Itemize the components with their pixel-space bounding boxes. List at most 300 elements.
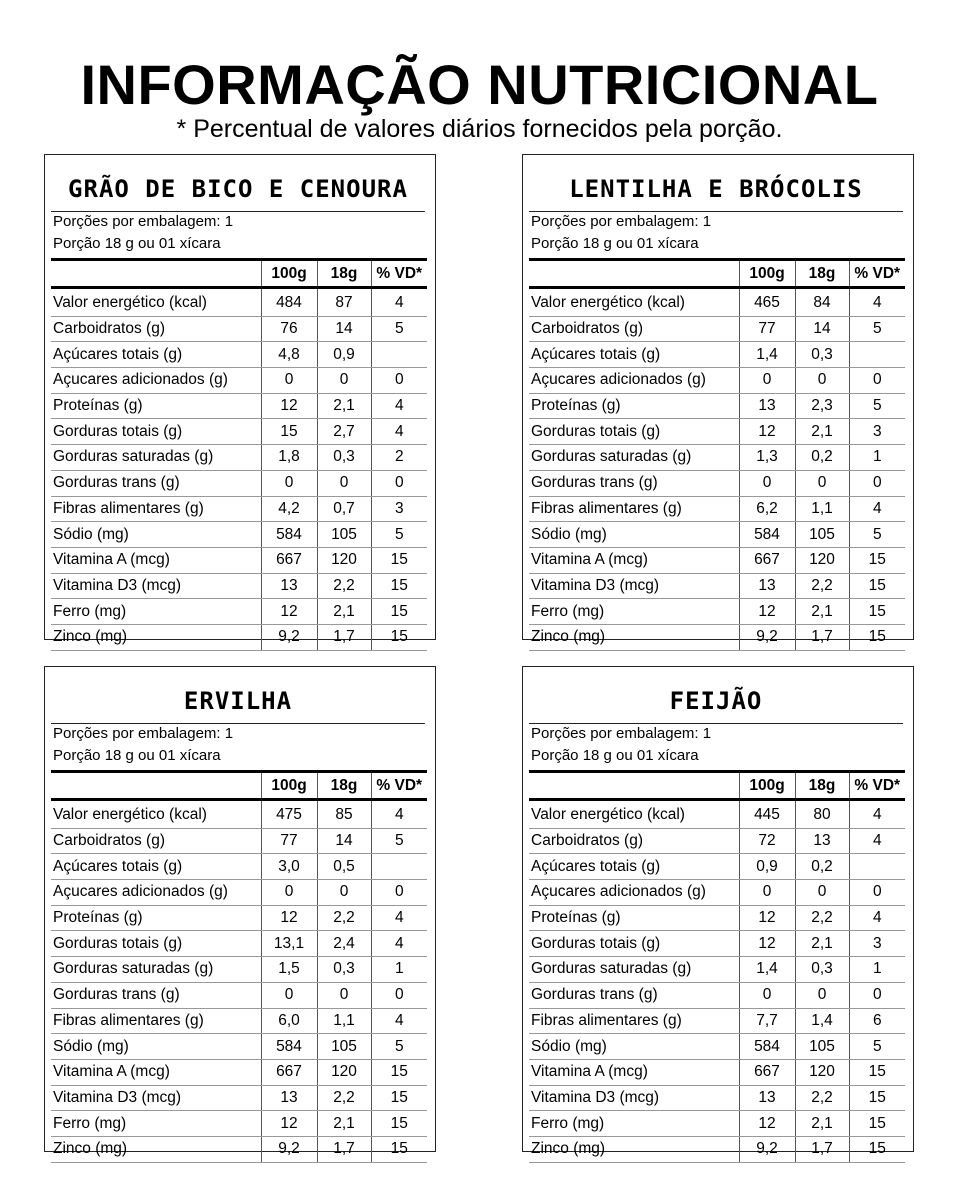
table-row bbox=[51, 547, 427, 573]
table-row bbox=[51, 470, 427, 496]
table-row bbox=[529, 1085, 905, 1111]
nutrient-label: Carboidratos (g) bbox=[51, 828, 261, 854]
nutrient-value: 3 bbox=[849, 419, 905, 445]
nutrient-value: 2,2 bbox=[795, 1085, 849, 1111]
nutrient-value: 9,2 bbox=[739, 1136, 795, 1162]
table-row bbox=[51, 982, 427, 1008]
nutrient-value: 0 bbox=[317, 368, 371, 394]
table-row bbox=[51, 828, 427, 854]
nutrient-value: 1 bbox=[371, 957, 427, 983]
nutrient-label: Fibras alimentares (g) bbox=[529, 1008, 739, 1034]
table-row bbox=[51, 800, 427, 829]
nutrient-value: 5 bbox=[371, 316, 427, 342]
table-row bbox=[51, 342, 427, 368]
column-header bbox=[51, 772, 261, 800]
nutrient-value: 2,1 bbox=[795, 931, 849, 957]
nutrient-value: 2 bbox=[371, 445, 427, 471]
table-header-row bbox=[51, 772, 427, 800]
nutrient-value: 584 bbox=[261, 522, 317, 548]
nutrient-value: 5 bbox=[849, 393, 905, 419]
nutrient-value: 667 bbox=[261, 1059, 317, 1085]
nutrient-label: Sódio (mg) bbox=[529, 1034, 739, 1060]
nutrient-value: 12 bbox=[739, 1111, 795, 1137]
nutrient-label: Gorduras saturadas (g) bbox=[529, 445, 739, 471]
table-row bbox=[529, 854, 905, 880]
nutrient-value: 1,4 bbox=[739, 342, 795, 368]
column-header: % VD* bbox=[371, 772, 427, 800]
nutrient-label: Açucares adicionados (g) bbox=[51, 368, 261, 394]
panel-lentilha bbox=[522, 154, 914, 646]
nutrient-label: Açucares adicionados (g) bbox=[51, 880, 261, 906]
nutrient-value: 0 bbox=[261, 368, 317, 394]
nutrient-label: Gorduras trans (g) bbox=[51, 982, 261, 1008]
nutrient-value: 15 bbox=[371, 1085, 427, 1111]
nutrient-value: 4 bbox=[849, 905, 905, 931]
table-row bbox=[529, 1136, 905, 1162]
table-row bbox=[51, 445, 427, 471]
nutrient-value: 4 bbox=[849, 828, 905, 854]
nutrient-value: 3 bbox=[849, 931, 905, 957]
nutrient-label: Valor energético (kcal) bbox=[51, 800, 261, 829]
nutrient-label: Vitamina A (mcg) bbox=[529, 1059, 739, 1085]
nutrient-value: 0 bbox=[739, 880, 795, 906]
nutrient-value: 1 bbox=[849, 445, 905, 471]
nutrient-value: 0 bbox=[371, 982, 427, 1008]
servings-per-package: Porções por embalagem: 1 bbox=[531, 725, 712, 742]
table-row bbox=[51, 905, 427, 931]
nutrient-value: 77 bbox=[739, 316, 795, 342]
nutrient-value: 5 bbox=[849, 316, 905, 342]
column-header bbox=[529, 772, 739, 800]
nutrient-value: 2,1 bbox=[795, 599, 849, 625]
table-row bbox=[529, 393, 905, 419]
column-header bbox=[51, 260, 261, 288]
nutrient-label: Ferro (mg) bbox=[51, 599, 261, 625]
table-row bbox=[51, 316, 427, 342]
nutrient-label: Açucares adicionados (g) bbox=[529, 880, 739, 906]
nutrient-value: 2,3 bbox=[795, 393, 849, 419]
table-row bbox=[51, 496, 427, 522]
nutrient-value: 2,7 bbox=[317, 419, 371, 445]
servings-per-package: Porções por embalagem: 1 bbox=[53, 725, 234, 742]
panel-feijao bbox=[522, 666, 914, 1158]
nutrient-value: 15 bbox=[849, 1059, 905, 1085]
column-header: 100g bbox=[261, 772, 317, 800]
nutrition-table bbox=[51, 258, 427, 651]
table-row bbox=[529, 445, 905, 471]
column-header: 100g bbox=[739, 260, 795, 288]
nutrient-value: 5 bbox=[371, 522, 427, 548]
nutrient-value: 0,5 bbox=[317, 854, 371, 880]
nutrient-value: 120 bbox=[317, 1059, 371, 1085]
nutrient-label: Carboidratos (g) bbox=[529, 828, 739, 854]
nutrient-value: 2,1 bbox=[317, 393, 371, 419]
nutrient-value: 5 bbox=[849, 1034, 905, 1060]
portion-info bbox=[531, 723, 903, 769]
nutrient-value: 4 bbox=[371, 1008, 427, 1034]
column-header: % VD* bbox=[849, 772, 905, 800]
nutrient-value: 0,9 bbox=[739, 854, 795, 880]
nutrient-value: 4 bbox=[371, 905, 427, 931]
table-row bbox=[529, 547, 905, 573]
nutrient-value: 4 bbox=[371, 931, 427, 957]
nutrient-label: Valor energético (kcal) bbox=[529, 288, 739, 317]
table-row bbox=[529, 1059, 905, 1085]
table-row bbox=[529, 905, 905, 931]
table-row bbox=[51, 1034, 427, 1060]
nutrient-label: Ferro (mg) bbox=[51, 1111, 261, 1137]
nutrient-value: 0 bbox=[795, 880, 849, 906]
nutrient-value: 0,3 bbox=[317, 445, 371, 471]
column-header: 18g bbox=[795, 772, 849, 800]
nutrient-value: 0 bbox=[261, 880, 317, 906]
portion-info bbox=[53, 211, 425, 257]
table-row bbox=[51, 1059, 427, 1085]
portion-size: Porção 18 g ou 01 xícara bbox=[531, 235, 699, 252]
table-row bbox=[51, 854, 427, 880]
column-header: 18g bbox=[317, 260, 371, 288]
nutrient-value: 15 bbox=[849, 599, 905, 625]
table-row bbox=[529, 1111, 905, 1137]
nutrient-value: 0 bbox=[849, 880, 905, 906]
table-row bbox=[529, 573, 905, 599]
nutrient-label: Zinco (mg) bbox=[51, 624, 261, 650]
nutrient-value: 15 bbox=[849, 624, 905, 650]
nutrient-value: 667 bbox=[739, 1059, 795, 1085]
nutrient-label: Proteínas (g) bbox=[51, 905, 261, 931]
nutrient-value: 6,2 bbox=[739, 496, 795, 522]
column-header: 100g bbox=[261, 260, 317, 288]
nutrient-value: 13 bbox=[739, 1085, 795, 1111]
nutrient-value: 584 bbox=[739, 522, 795, 548]
panel-title: LENTILHA E BRÓCOLIS bbox=[529, 167, 903, 212]
page-subtitle: * Percentual de valores diários fornecidos pela porção. bbox=[176, 115, 783, 143]
nutrient-label: Fibras alimentares (g) bbox=[51, 496, 261, 522]
nutrition-table bbox=[529, 770, 905, 1163]
nutrient-value: 15 bbox=[849, 1085, 905, 1111]
nutrient-value: 0 bbox=[371, 880, 427, 906]
nutrient-value: 1,1 bbox=[317, 1008, 371, 1034]
page-title: INFORMAÇÃO NUTRICIONAL bbox=[80, 53, 879, 116]
table-row bbox=[51, 419, 427, 445]
nutrient-value: 12 bbox=[739, 905, 795, 931]
nutrient-label: Vitamina D3 (mcg) bbox=[51, 573, 261, 599]
table-row bbox=[529, 288, 905, 317]
nutrient-value: 1,8 bbox=[261, 445, 317, 471]
nutrient-label: Fibras alimentares (g) bbox=[51, 1008, 261, 1034]
table-row bbox=[529, 470, 905, 496]
table-row bbox=[529, 880, 905, 906]
nutrient-value: 584 bbox=[261, 1034, 317, 1060]
nutrient-label: Valor energético (kcal) bbox=[529, 800, 739, 829]
nutrient-value: 475 bbox=[261, 800, 317, 829]
nutrient-label: Vitamina A (mcg) bbox=[51, 1059, 261, 1085]
portion-size: Porção 18 g ou 01 xícara bbox=[531, 747, 699, 764]
nutrient-label: Proteínas (g) bbox=[529, 393, 739, 419]
nutrient-value: 4 bbox=[371, 288, 427, 317]
nutrient-value: 0 bbox=[317, 470, 371, 496]
nutrient-value: 14 bbox=[317, 828, 371, 854]
nutrient-value: 15 bbox=[371, 547, 427, 573]
nutrient-value: 0 bbox=[739, 368, 795, 394]
nutrient-value: 15 bbox=[371, 573, 427, 599]
table-row bbox=[529, 522, 905, 548]
servings-per-package: Porções por embalagem: 1 bbox=[531, 213, 712, 230]
nutrient-label: Gorduras saturadas (g) bbox=[51, 445, 261, 471]
table-row bbox=[51, 624, 427, 650]
nutrient-value: 15 bbox=[371, 599, 427, 625]
nutrient-value: 13 bbox=[261, 573, 317, 599]
column-header: 18g bbox=[795, 260, 849, 288]
nutrient-value: 13 bbox=[739, 573, 795, 599]
column-header: 100g bbox=[739, 772, 795, 800]
nutrient-value bbox=[849, 342, 905, 368]
table-header-row bbox=[51, 260, 427, 288]
nutrient-value: 0,7 bbox=[317, 496, 371, 522]
table-row bbox=[529, 496, 905, 522]
nutrient-value: 15 bbox=[261, 419, 317, 445]
nutrient-value: 4 bbox=[849, 496, 905, 522]
table-row bbox=[51, 1111, 427, 1137]
nutrient-value: 0,3 bbox=[795, 342, 849, 368]
table-row bbox=[51, 880, 427, 906]
nutrient-value: 9,2 bbox=[739, 624, 795, 650]
nutrient-value bbox=[371, 342, 427, 368]
table-row bbox=[529, 316, 905, 342]
nutrient-label: Ferro (mg) bbox=[529, 599, 739, 625]
nutrient-value: 0,2 bbox=[795, 854, 849, 880]
nutrient-value: 2,1 bbox=[317, 599, 371, 625]
nutrient-value bbox=[371, 854, 427, 880]
nutrient-label: Zinco (mg) bbox=[51, 1136, 261, 1162]
nutrient-value: 5 bbox=[371, 1034, 427, 1060]
portion-info bbox=[53, 723, 425, 769]
table-row bbox=[529, 419, 905, 445]
nutrient-value: 0 bbox=[795, 470, 849, 496]
nutrient-value: 12 bbox=[261, 905, 317, 931]
nutrient-value: 14 bbox=[795, 316, 849, 342]
table-row bbox=[51, 288, 427, 317]
nutrient-value: 15 bbox=[371, 624, 427, 650]
nutrient-value: 2,2 bbox=[317, 1085, 371, 1111]
nutrient-value: 6 bbox=[849, 1008, 905, 1034]
nutrient-value: 0,9 bbox=[317, 342, 371, 368]
table-row bbox=[51, 573, 427, 599]
nutrient-value: 12 bbox=[739, 419, 795, 445]
table-row bbox=[529, 599, 905, 625]
portion-size: Porção 18 g ou 01 xícara bbox=[53, 747, 221, 764]
nutrient-label: Vitamina A (mcg) bbox=[51, 547, 261, 573]
table-row bbox=[51, 957, 427, 983]
nutrient-value: 1,7 bbox=[795, 624, 849, 650]
nutrient-value: 1,4 bbox=[739, 957, 795, 983]
nutrient-label: Carboidratos (g) bbox=[529, 316, 739, 342]
nutrient-value: 0 bbox=[261, 470, 317, 496]
column-header: 18g bbox=[317, 772, 371, 800]
table-header-row bbox=[529, 772, 905, 800]
nutrient-value: 3,0 bbox=[261, 854, 317, 880]
nutrient-value: 105 bbox=[317, 1034, 371, 1060]
nutrient-value: 12 bbox=[261, 599, 317, 625]
nutrient-value: 9,2 bbox=[261, 624, 317, 650]
nutrient-value: 14 bbox=[317, 316, 371, 342]
nutrient-value: 76 bbox=[261, 316, 317, 342]
nutrient-value: 2,1 bbox=[317, 1111, 371, 1137]
nutrient-value: 87 bbox=[317, 288, 371, 317]
nutrient-value: 0,2 bbox=[795, 445, 849, 471]
portion-size: Porção 18 g ou 01 xícara bbox=[53, 235, 221, 252]
nutrient-value: 1,4 bbox=[795, 1008, 849, 1034]
table-row bbox=[529, 982, 905, 1008]
nutrient-value: 15 bbox=[849, 1111, 905, 1137]
nutrient-value bbox=[849, 854, 905, 880]
nutrient-label: Vitamina D3 (mcg) bbox=[51, 1085, 261, 1111]
nutrient-value: 0 bbox=[849, 470, 905, 496]
nutrient-value: 2,2 bbox=[795, 573, 849, 599]
panel-title: ERVILHA bbox=[51, 679, 425, 724]
nutrient-value: 0 bbox=[261, 982, 317, 1008]
nutrient-label: Gorduras saturadas (g) bbox=[529, 957, 739, 983]
column-header bbox=[529, 260, 739, 288]
table-row bbox=[51, 931, 427, 957]
nutrient-value: 15 bbox=[849, 547, 905, 573]
servings-per-package: Porções por embalagem: 1 bbox=[53, 213, 234, 230]
nutrient-value: 0 bbox=[371, 470, 427, 496]
nutrient-value: 4,8 bbox=[261, 342, 317, 368]
table-row bbox=[529, 624, 905, 650]
nutrient-label: Açúcares totais (g) bbox=[529, 342, 739, 368]
nutrient-value: 13 bbox=[261, 1085, 317, 1111]
nutrient-label: Valor energético (kcal) bbox=[51, 288, 261, 317]
nutrient-label: Ferro (mg) bbox=[529, 1111, 739, 1137]
nutrient-label: Proteínas (g) bbox=[529, 905, 739, 931]
nutrient-value: 5 bbox=[371, 828, 427, 854]
nutrient-value: 2,1 bbox=[795, 1111, 849, 1137]
nutrient-label: Zinco (mg) bbox=[529, 1136, 739, 1162]
nutrient-value: 5 bbox=[849, 522, 905, 548]
nutrient-value: 12 bbox=[739, 599, 795, 625]
nutrient-value: 77 bbox=[261, 828, 317, 854]
nutrient-value: 13,1 bbox=[261, 931, 317, 957]
nutrient-value: 0,3 bbox=[317, 957, 371, 983]
nutrient-label: Gorduras trans (g) bbox=[529, 470, 739, 496]
nutrient-label: Açucares adicionados (g) bbox=[529, 368, 739, 394]
nutrient-value: 1,7 bbox=[317, 624, 371, 650]
nutrient-value: 0 bbox=[739, 982, 795, 1008]
table-row bbox=[529, 342, 905, 368]
nutrient-value: 12 bbox=[739, 931, 795, 957]
nutrient-label: Gorduras totais (g) bbox=[529, 419, 739, 445]
nutrient-label: Vitamina A (mcg) bbox=[529, 547, 739, 573]
nutrient-label: Gorduras saturadas (g) bbox=[51, 957, 261, 983]
table-row bbox=[51, 1008, 427, 1034]
nutrient-label: Gorduras totais (g) bbox=[51, 931, 261, 957]
panel-grao-de-bico bbox=[44, 154, 436, 646]
table-row bbox=[529, 828, 905, 854]
nutrient-value: 15 bbox=[849, 1136, 905, 1162]
nutrient-value: 0 bbox=[317, 982, 371, 1008]
nutrient-label: Carboidratos (g) bbox=[51, 316, 261, 342]
nutrient-value: 3 bbox=[371, 496, 427, 522]
nutrient-value: 2,2 bbox=[317, 905, 371, 931]
nutrient-value: 6,0 bbox=[261, 1008, 317, 1034]
nutrient-value: 465 bbox=[739, 288, 795, 317]
nutrient-label: Sódio (mg) bbox=[51, 1034, 261, 1060]
nutrient-value: 105 bbox=[317, 522, 371, 548]
nutrient-label: Fibras alimentares (g) bbox=[529, 496, 739, 522]
nutrient-label: Vitamina D3 (mcg) bbox=[529, 573, 739, 599]
nutrient-value: 4 bbox=[371, 393, 427, 419]
nutrient-value: 0,3 bbox=[795, 957, 849, 983]
nutrient-label: Açúcares totais (g) bbox=[51, 342, 261, 368]
nutrient-label: Gorduras totais (g) bbox=[51, 419, 261, 445]
nutrient-value: 4 bbox=[371, 800, 427, 829]
nutrient-value: 85 bbox=[317, 800, 371, 829]
nutrient-label: Vitamina D3 (mcg) bbox=[529, 1085, 739, 1111]
table-row bbox=[51, 368, 427, 394]
nutrient-value: 15 bbox=[371, 1059, 427, 1085]
nutrient-value: 13 bbox=[795, 828, 849, 854]
column-header: % VD* bbox=[371, 260, 427, 288]
nutrient-label: Zinco (mg) bbox=[529, 624, 739, 650]
nutrient-label: Proteínas (g) bbox=[51, 393, 261, 419]
column-header: % VD* bbox=[849, 260, 905, 288]
nutrient-value: 13 bbox=[739, 393, 795, 419]
nutrient-value: 0 bbox=[795, 982, 849, 1008]
nutrient-value: 0 bbox=[795, 368, 849, 394]
table-row bbox=[51, 1085, 427, 1111]
nutrient-value: 4 bbox=[849, 800, 905, 829]
nutrient-value: 105 bbox=[795, 1034, 849, 1060]
nutrient-value: 4 bbox=[849, 288, 905, 317]
nutrient-value: 0 bbox=[317, 880, 371, 906]
nutrient-value: 1,3 bbox=[739, 445, 795, 471]
table-row bbox=[529, 1008, 905, 1034]
nutrient-label: Gorduras trans (g) bbox=[529, 982, 739, 1008]
nutrient-label: Gorduras trans (g) bbox=[51, 470, 261, 496]
nutrient-value: 1,7 bbox=[795, 1136, 849, 1162]
nutrient-value: 15 bbox=[371, 1111, 427, 1137]
table-row bbox=[529, 800, 905, 829]
nutrient-value: 0 bbox=[849, 368, 905, 394]
nutrient-value: 15 bbox=[371, 1136, 427, 1162]
nutrient-value: 2,2 bbox=[317, 573, 371, 599]
nutrient-value: 15 bbox=[849, 573, 905, 599]
nutrient-label: Gorduras totais (g) bbox=[529, 931, 739, 957]
nutrient-value: 2,4 bbox=[317, 931, 371, 957]
nutrient-value: 1,7 bbox=[317, 1136, 371, 1162]
table-row bbox=[529, 1034, 905, 1060]
nutrient-label: Açúcares totais (g) bbox=[529, 854, 739, 880]
portion-info bbox=[531, 211, 903, 257]
nutrient-value: 7,7 bbox=[739, 1008, 795, 1034]
nutrient-value: 667 bbox=[261, 547, 317, 573]
nutrition-table bbox=[529, 258, 905, 651]
nutrient-value: 0 bbox=[371, 368, 427, 394]
table-row bbox=[51, 1136, 427, 1162]
nutrient-value: 84 bbox=[795, 288, 849, 317]
panel-ervilha bbox=[44, 666, 436, 1158]
panel-title: GRÃO DE BICO E CENOURA bbox=[51, 167, 425, 212]
nutrient-value: 120 bbox=[317, 547, 371, 573]
nutrient-label: Açúcares totais (g) bbox=[51, 854, 261, 880]
nutrient-value: 120 bbox=[795, 547, 849, 573]
nutrient-value: 1 bbox=[849, 957, 905, 983]
nutrition-table bbox=[51, 770, 427, 1163]
nutrient-value: 105 bbox=[795, 522, 849, 548]
nutrient-value: 80 bbox=[795, 800, 849, 829]
nutrient-value: 484 bbox=[261, 288, 317, 317]
